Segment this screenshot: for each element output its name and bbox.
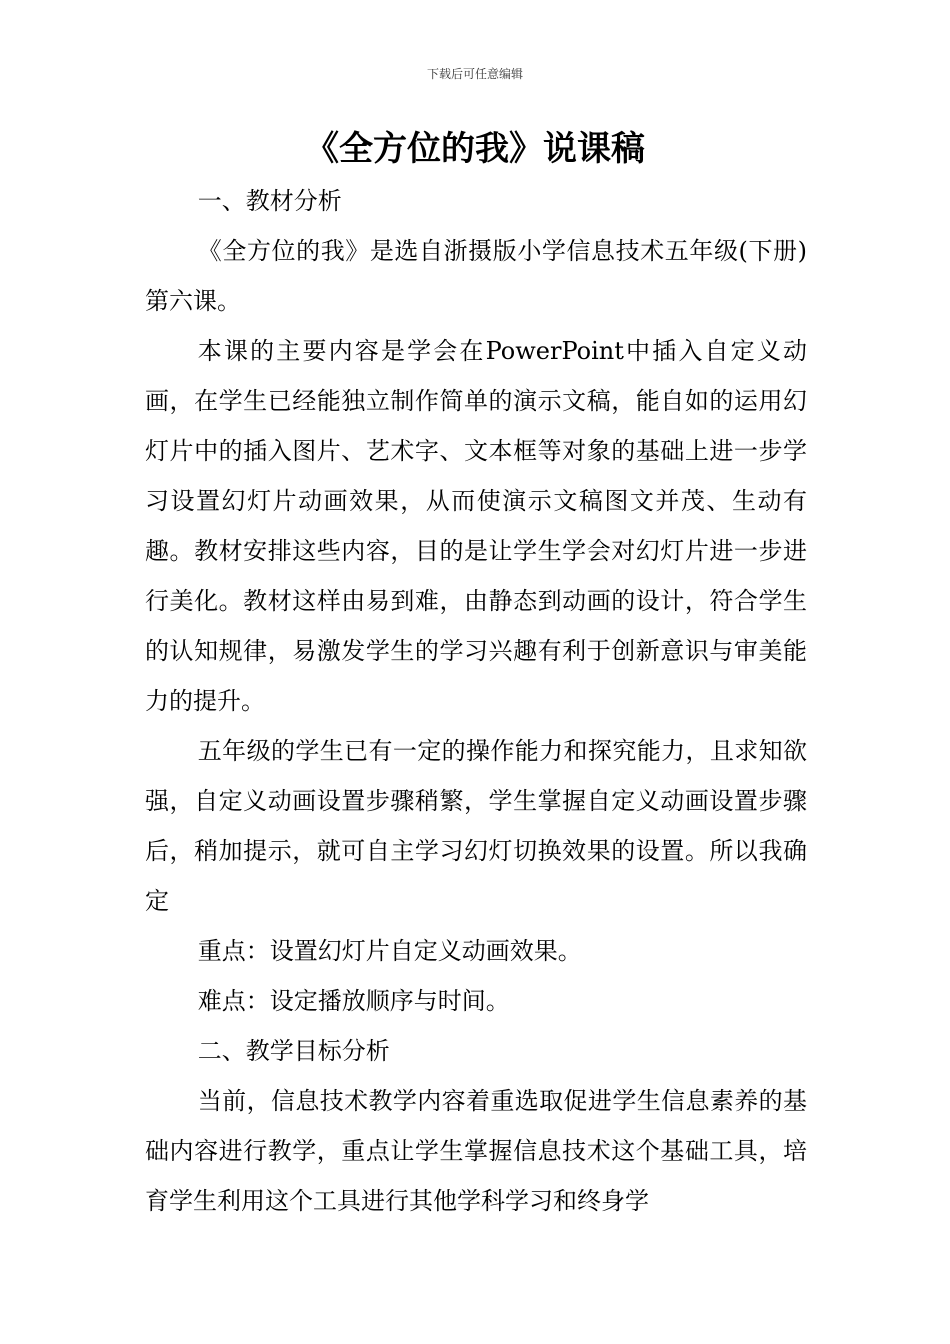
document-title: 《全方位的我》说课稿: [305, 129, 645, 169]
paragraph-teaching-goals: 当前，信息技术教学内容着重选取促进学生信息素养的基础内容进行教学，重点让学生掌握信息技术这个基础工具，培育学生利用这个工具进行其他学科学习和终身学: [145, 1087, 807, 1215]
paragraph-difficulty: 难点：设定播放顺序与时间。: [197, 987, 510, 1015]
header-note: 下载后可任意编辑: [426, 67, 523, 81]
paragraph-student-analysis: 五年级的学生已有一定的操作能力和探究能力，且求知欲强，自定义动画设置步骤稍繁，学生掌握自定义动画设置步骤后，稍加提示，就可自主学习幻灯切换效果的设置。所以我确定: [145, 737, 807, 915]
paragraph-lesson-content: 本课的主要内容是学会在PowerPoint中插入自定义动画，在学生已经能独立制作简单的演示文稿，能自如的运用幻灯片中的插入图片、艺术字、文本框等对象的基础上进一步学习设置幻灯片动画效果，从而使演示文稿图文并茂、生动有趣。教材安排这些内容，目的是让学生学会对幻灯片进一步进行美化。教材这样由易到难，由静态到动画的设计，符合学生的认知规律，易激发学生的学习兴趣有利于创新意识与审美能力的提升。: [145, 337, 807, 715]
paragraph-key-point: 重点：设置幻灯片自定义动画效果。: [197, 937, 582, 965]
section-heading-teaching-goals: 二、教学目标分析: [197, 1037, 390, 1065]
document-body: [145, 176, 807, 1226]
paragraph-lesson-source: 《全方位的我》是选自浙摄版小学信息技术五年级(下册)第六课。: [145, 237, 807, 315]
section-heading-textbook-analysis: 一、教材分析: [197, 187, 342, 215]
